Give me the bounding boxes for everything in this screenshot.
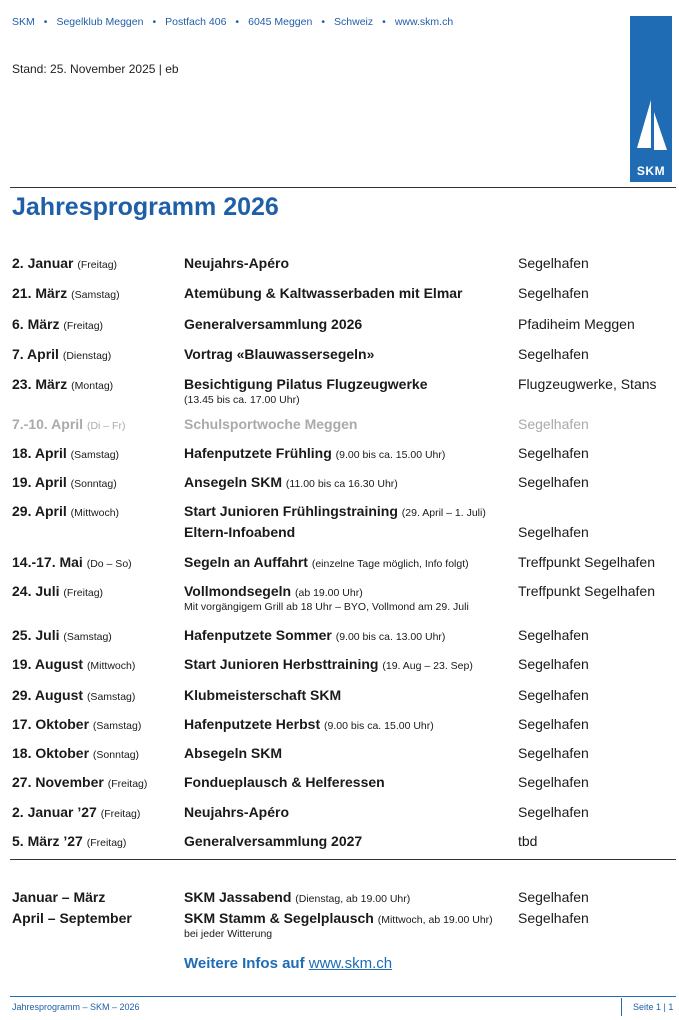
header-club-short: SKM <box>12 16 35 28</box>
event-place: Segelhafen <box>518 346 589 362</box>
event-place: Segelhafen <box>518 687 589 703</box>
event-place: Segelhafen <box>518 627 589 643</box>
event-place: Segelhafen <box>518 656 589 672</box>
header-city: 6045 Meggen <box>248 16 313 28</box>
recurring-title: SKM Jassabend (Dienstag, ab 19.00 Uhr) <box>184 889 411 905</box>
page-title: Jahresprogramm 2026 <box>12 193 279 221</box>
section-divider <box>10 859 676 860</box>
event-place: Segelhafen <box>518 285 589 301</box>
event-title: Absegeln SKM <box>184 745 283 761</box>
event-title: Besichtigung Pilatus Flugzeugwerke (13.45 bis ca. 17.00 Uhr) <box>184 376 428 406</box>
event-date: 18. Oktober (Sonntag) <box>12 745 140 761</box>
event-date: 18. April (Samstag) <box>12 445 120 461</box>
recurring-title: SKM Stamm & Segelplausch (Mittwoch, ab 19.00 Uhr) bei jeder Witterung <box>184 910 493 940</box>
event-date: 21. März (Samstag) <box>12 285 120 301</box>
recurring-subnote: bei jeder Witterung <box>184 928 273 940</box>
recurring-period: April – September <box>12 910 132 926</box>
event-title: Start Junioren Frühlingstraining (29. April – 1. Juli) <box>184 503 486 519</box>
event-date: 29. April (Mittwoch) <box>12 503 120 519</box>
event-place: Flugzeugwerke, Stans <box>518 376 657 392</box>
header-postbox: Postfach 406 <box>165 16 227 28</box>
footer-title: Jahresprogramm – SKM – 2026 <box>12 1002 140 1012</box>
event-date: 7.-10. April (Di – Fr) <box>12 416 126 432</box>
more-info <box>184 955 392 972</box>
event-place: Segelhafen <box>518 416 589 432</box>
header-separator: • <box>235 16 240 28</box>
header-country: Schweiz <box>334 16 374 28</box>
event-date: 29. August (Samstag) <box>12 687 136 703</box>
event-date: 14.-17. Mai (Do – So) <box>12 554 132 570</box>
event-place: Segelhafen <box>518 524 589 540</box>
event-subnote: Mit vorgängigem Grill ab 18 Uhr – BYO, Vollmond am 29. Juli <box>184 601 469 613</box>
event-title: Neujahrs-Apéro <box>184 255 290 271</box>
event-title: Klubmeisterschaft SKM <box>184 687 342 703</box>
event-place: Segelhafen <box>518 255 589 271</box>
header-separator: • <box>382 16 386 28</box>
event-date: 6. März (Freitag) <box>12 316 104 332</box>
event-title: Vollmondsegeln (ab 19.00 Uhr) Mit vorgängigem Grill ab 18 Uhr – BYO, Vollmond am 29. Juli <box>184 583 469 613</box>
recurring-period: Januar – März <box>12 889 106 905</box>
event-place: Segelhafen <box>518 804 589 820</box>
event-date: 5. März ’27 (Freitag) <box>12 833 127 849</box>
event-title: Segeln an Auffahrt (einzelne Tage möglich, Info folgt) <box>184 554 469 570</box>
event-place: Pfadiheim Meggen <box>518 316 635 332</box>
header-address <box>12 16 453 28</box>
event-subnote: (13.45 bis ca. 17.00 Uhr) <box>184 394 300 406</box>
event-place: Segelhafen <box>518 445 589 461</box>
logo-text: SKM <box>636 164 666 178</box>
recurring-place: Segelhafen <box>518 889 589 905</box>
event-title: Eltern-Infoabend <box>184 524 296 540</box>
header-divider <box>10 187 676 188</box>
header-separator: • <box>152 16 157 28</box>
recurring-place: Segelhafen <box>518 910 589 926</box>
footer-page-number: Seite 1 | 1 <box>633 1002 674 1012</box>
event-title: Schulsportwoche Meggen <box>184 416 358 432</box>
event-title: Ansegeln SKM (11.00 bis ca 16.30 Uhr) <box>184 474 398 490</box>
event-place: Segelhafen <box>518 474 589 490</box>
event-title: Generalversammlung 2027 <box>184 833 363 849</box>
event-title: Vortrag «Blauwassersegeln» <box>184 346 375 362</box>
event-place: Treffpunkt Segelhafen <box>518 583 655 599</box>
event-place: tbd <box>518 833 538 849</box>
event-date: 17. Oktober (Samstag) <box>12 716 142 732</box>
event-title: Hafenputzete Sommer (9.00 bis ca. 13.00 Uhr) <box>184 627 446 643</box>
event-title: Neujahrs-Apéro <box>184 804 290 820</box>
event-title: Start Junioren Herbsttraining (19. Aug – 23. Sep) <box>184 656 473 672</box>
event-date: 19. April (Sonntag) <box>12 474 117 490</box>
event-date: 24. Juli (Freitag) <box>12 583 104 599</box>
footer-separator <box>621 998 622 1016</box>
event-date: 27. November (Freitag) <box>12 774 148 790</box>
more-info-label: Weitere Infos auf <box>184 955 305 972</box>
header-website-link[interactable]: www.skm.ch <box>394 16 454 28</box>
event-title: Hafenputzete Frühling (9.00 bis ca. 15.00 Uhr) <box>184 445 446 461</box>
event-title: Atemübung & Kaltwasserbaden mit Elmar <box>184 285 463 301</box>
event-title: Fondueplausch & Helferessen <box>184 774 385 790</box>
event-title: Generalversammlung 2026 <box>184 316 363 332</box>
event-place: Segelhafen <box>518 745 589 761</box>
website-link[interactable]: www.skm.ch <box>308 955 393 972</box>
event-date: 19. August (Mittwoch) <box>12 656 136 672</box>
event-date: 2. Januar ’27 (Freitag) <box>12 804 141 820</box>
sail-icon <box>630 16 672 166</box>
event-title: Hafenputzete Herbst (9.00 bis ca. 15.00 Uhr) <box>184 716 434 732</box>
header-club-name: Segelklub Meggen <box>56 16 144 28</box>
event-date: 25. Juli (Samstag) <box>12 627 112 643</box>
footer-divider <box>10 996 676 997</box>
event-place: Segelhafen <box>518 716 589 732</box>
club-logo <box>630 16 672 182</box>
header-separator: • <box>321 16 326 28</box>
event-date: 7. April (Dienstag) <box>12 346 112 362</box>
header-separator: • <box>43 16 48 28</box>
event-date: 23. März (Montag) <box>12 376 114 392</box>
event-place: Treffpunkt Segelhafen <box>518 554 655 570</box>
event-date: 2. Januar (Freitag) <box>12 255 118 271</box>
event-place: Segelhafen <box>518 774 589 790</box>
document-status-date: Stand: 25. November 2025 | eb <box>12 62 179 76</box>
